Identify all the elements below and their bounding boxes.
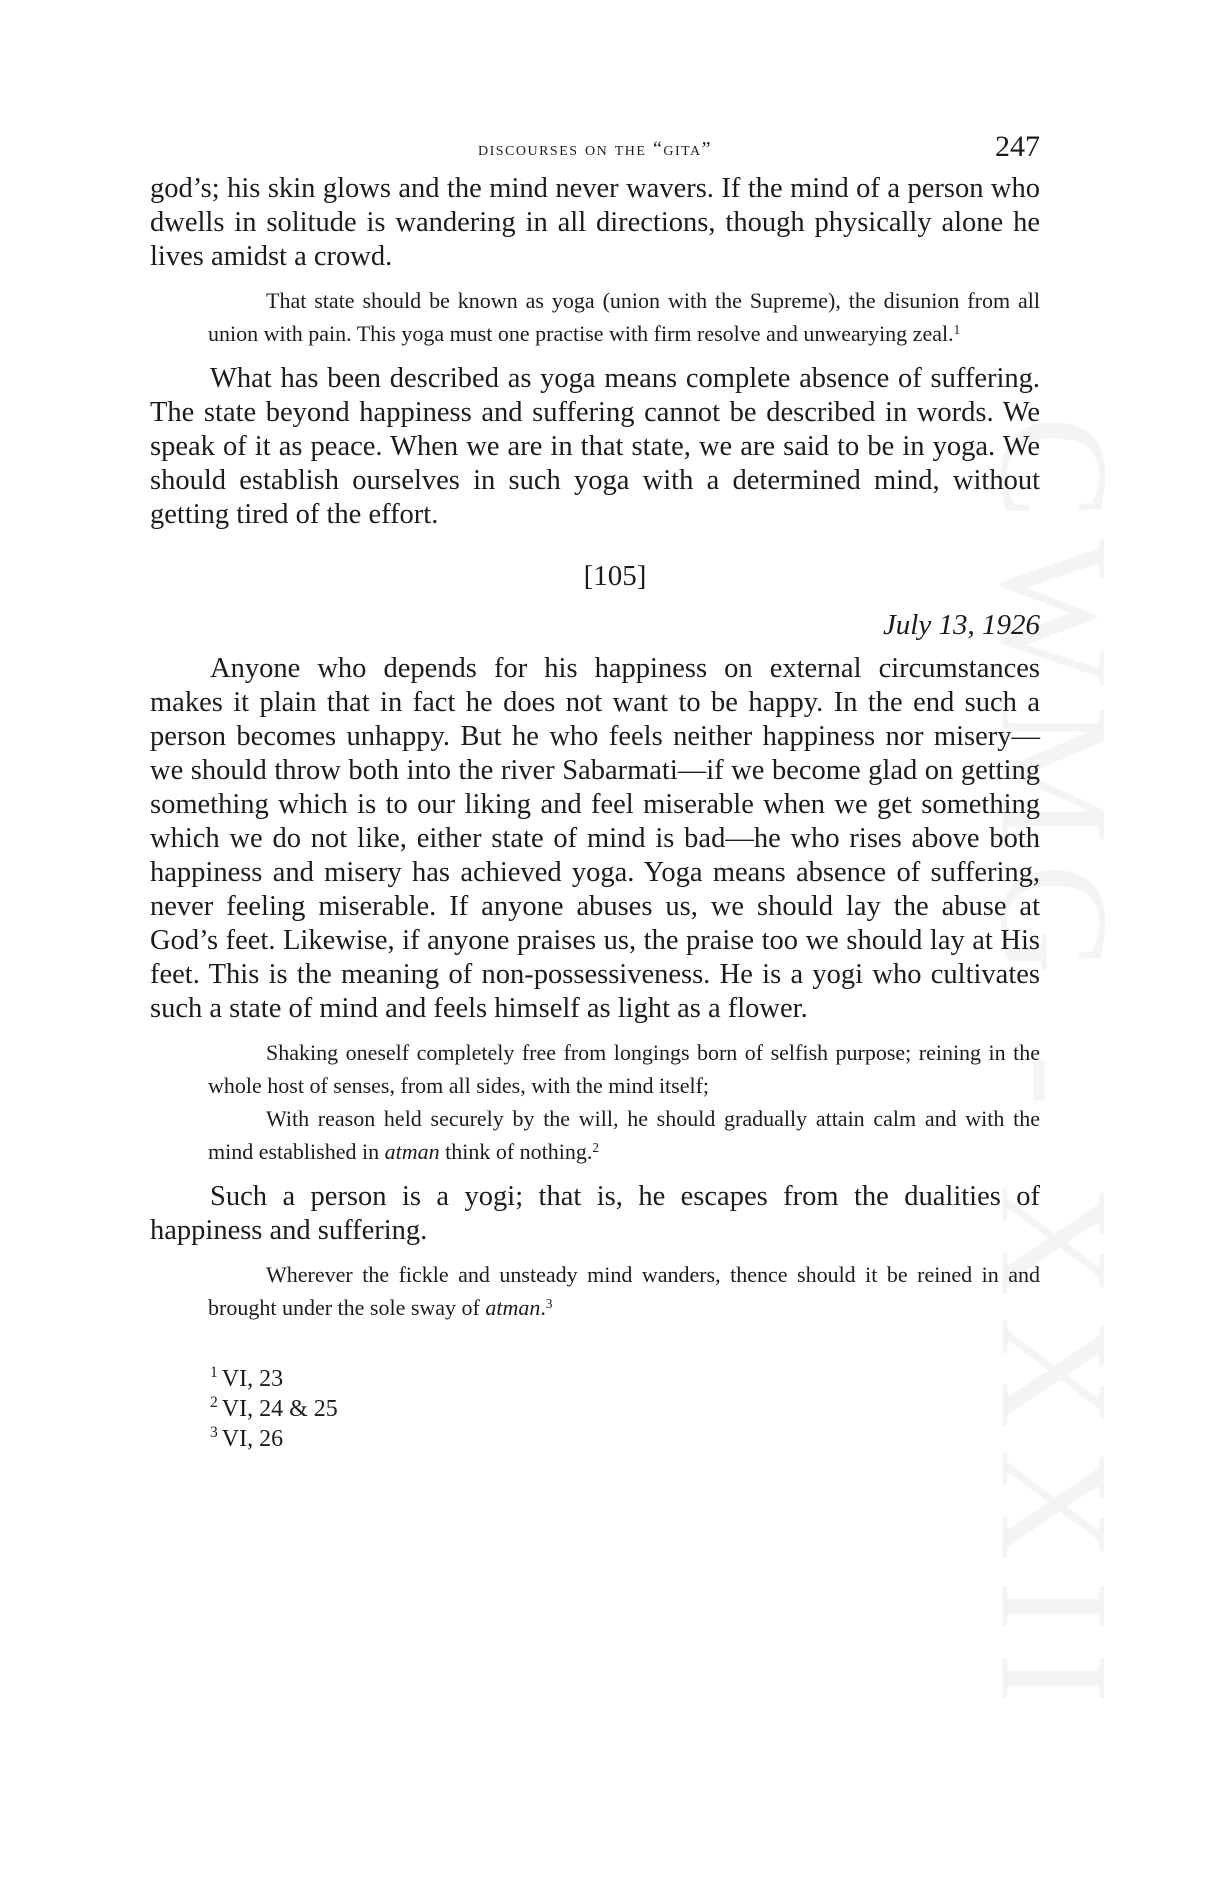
paragraph-2: What has been described as yoga means complete absence of suffering. The state beyond happiness and suffering cannot be described in words. We speak of it as peace. When we are in that state, we are said to be in yoga. We should establish ourselves in such yoga with a determined mind, without getting tired of the effort. (150, 363, 1040, 530)
footnote-1 (210, 1364, 1040, 1394)
paragraph-1: god’s; his skin glows and the mind never wavers. If the mind of a person who dwells in solitude is wandering in all directions, though physically alone he lives amidst a crowd. (150, 173, 1040, 272)
footnote-text: VI, 23 (221, 1366, 284, 1392)
verse-2b-before: With reason held securely by the will, he should gradually attain calm and with the mind established in (208, 1106, 1040, 1164)
footnote-ref-1[interactable]: 1 (953, 321, 961, 337)
paragraph-3: Anyone who depends for his happiness on external circumstances makes it plain that in fact he does not want to be happy. In the end such a person becomes unhappy. But he who feels neither happiness nor misery—we should throw both into the river Sabarmati—if we become glad on getting something which is to our liking and feel miserable when we get something which we do not like, either state of mind is bad—he who rises above both happiness and misery has achieved yoga. Yoga means absence of suffering, never feeling miserable. If anyone abuses us, we should lay the abuse at God’s feet. Likewise, if anyone praises us, the praise too we should lay at His feet. This is the meaning of non-possessiveness. He is a yogi who cultivates such a state of mind and feels himself as light as a flower. (150, 653, 1040, 1024)
verse-3-before: Wherever the fickle and unsteady mind wanders, thence should it be reined in and brought under the sole sway of (208, 1262, 1040, 1320)
running-title: discourses on the “gita” (477, 138, 713, 160)
footnote-ref-3[interactable]: 3 (545, 1295, 553, 1311)
verse-3-after: . (540, 1295, 546, 1320)
verse-2b-text (208, 1102, 1040, 1168)
footnotes (210, 1364, 1040, 1454)
section-date: July 13, 1926 (882, 609, 1040, 641)
footnote-3 (210, 1424, 1040, 1454)
verse-3-text (208, 1258, 1040, 1324)
footnote-text: VI, 24 & 25 (221, 1396, 338, 1422)
verse-3 (150, 1258, 1040, 1324)
footnote-ref-2[interactable]: 2 (592, 1139, 599, 1155)
footnote-mark: 1 (210, 1364, 218, 1382)
footnote-2 (210, 1394, 1040, 1424)
section-number: [105] (583, 560, 647, 592)
verse-2a-text: Shaking oneself completely free from longings born of selfish purpose; reining in the whole host of senses, from all sides, with the mind itself; (208, 1040, 1040, 1098)
verse-2b-italic: atman (384, 1139, 440, 1164)
verse-1 (150, 284, 1040, 350)
verse-3-italic: atman (485, 1295, 541, 1320)
footnote-mark: 2 (210, 1394, 218, 1412)
footnote-text: VI, 26 (221, 1426, 284, 1452)
paragraph-4: Such a person is a yogi; that is, he escapes from the dualities of happiness and suffering. (150, 1181, 1040, 1246)
page-number: 247 (995, 130, 1040, 163)
book-page (150, 130, 1040, 1454)
verse-1-text (208, 284, 1040, 350)
verse-2b-after: think of nothing. (439, 1139, 593, 1164)
verse-1-body: That state should be known as yoga (union with the Supreme), the disunion from all union with pain. This yoga must one practise with firm resolve and unwearying zeal. (208, 288, 1040, 346)
verse-2 (150, 1036, 1040, 1168)
running-header (150, 130, 1040, 166)
footnote-mark: 3 (210, 1424, 218, 1442)
